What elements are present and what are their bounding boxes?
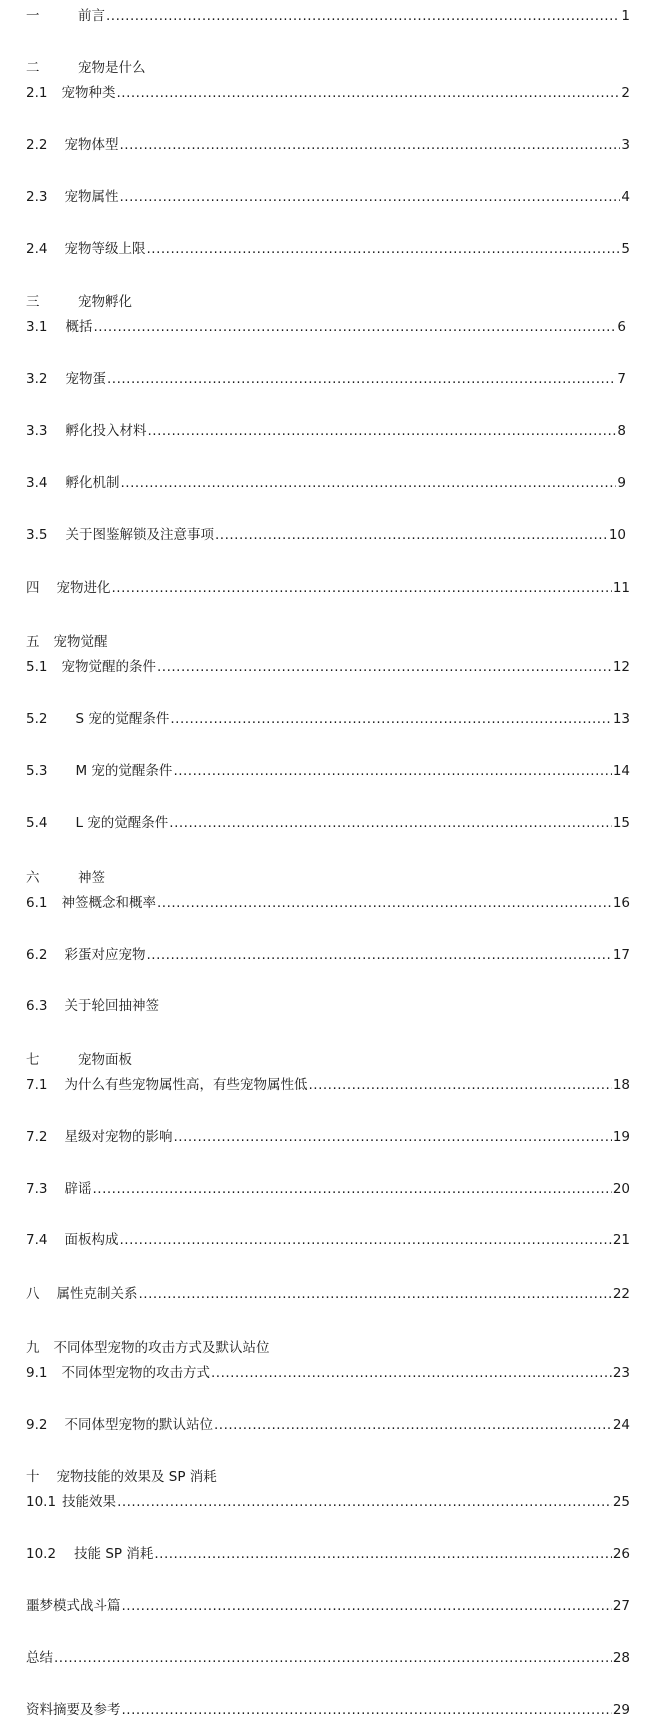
toc-entry[interactable] bbox=[26, 944, 630, 966]
toc-entry-number: 2.3 bbox=[26, 189, 48, 205]
dot-leader bbox=[139, 1283, 612, 1305]
toc-entry-page: 15 bbox=[612, 815, 630, 831]
toc-entry-title: 宠物是什么 bbox=[78, 60, 146, 76]
toc-entry[interactable] bbox=[26, 577, 630, 599]
dot-leader bbox=[173, 1126, 611, 1148]
toc-entry-page: 27 bbox=[612, 1598, 630, 1614]
toc-entry-page: 6 bbox=[617, 319, 626, 335]
toc-entry-page: 7 bbox=[617, 371, 626, 387]
toc-entry-number: 5.1 bbox=[26, 659, 48, 675]
toc-entry[interactable] bbox=[26, 1178, 630, 1200]
toc-entry[interactable] bbox=[26, 1229, 630, 1251]
dot-leader bbox=[122, 1595, 612, 1617]
toc-section-heading[interactable] bbox=[26, 1049, 630, 1071]
toc-entry-number: 二 bbox=[26, 60, 40, 76]
toc-entry-number: 3.3 bbox=[26, 423, 48, 439]
toc-entry-number: 7.3 bbox=[26, 1181, 48, 1197]
toc-entry-page: 10 bbox=[608, 527, 626, 543]
dot-leader bbox=[147, 420, 616, 442]
dot-leader bbox=[146, 944, 611, 966]
toc-entry-page: 13 bbox=[612, 711, 630, 727]
toc-entry[interactable] bbox=[26, 472, 630, 494]
toc-entry-title: 宠物进化 bbox=[56, 580, 111, 596]
toc-entry[interactable] bbox=[26, 5, 630, 27]
toc-entry-title: 关于图鉴解锁及注意事项 bbox=[65, 527, 214, 543]
toc-section-heading[interactable] bbox=[26, 291, 630, 313]
toc-entry-title: 孵化投入材料 bbox=[65, 423, 147, 439]
toc-entry-title: 前言 bbox=[78, 8, 105, 24]
toc-entry-page: 28 bbox=[612, 1650, 630, 1666]
toc-entry-page: 26 bbox=[612, 1546, 630, 1562]
toc-entry-page: 16 bbox=[612, 895, 630, 911]
toc-entry[interactable] bbox=[26, 420, 630, 442]
toc-entry-title: 宠物等级上限 bbox=[64, 241, 146, 257]
toc-entry-number: 九 bbox=[26, 1340, 40, 1356]
dot-leader bbox=[117, 1491, 612, 1513]
toc-entry-title: 属性克制关系 bbox=[56, 1286, 138, 1302]
toc-entry-page: 29 bbox=[612, 1702, 630, 1718]
toc-entry-title: 宠物面板 bbox=[78, 1052, 132, 1068]
toc-entry[interactable] bbox=[26, 708, 630, 730]
toc-entry-title: S 宠的觉醒条件 bbox=[75, 711, 170, 727]
toc-entry-title: 神签 bbox=[78, 870, 105, 886]
dot-leader bbox=[157, 892, 612, 914]
dot-leader bbox=[146, 238, 620, 260]
toc-entry-page: 18 bbox=[612, 1077, 630, 1093]
toc-section-heading[interactable] bbox=[26, 57, 630, 79]
toc-entry-title: M 宠的觉醒条件 bbox=[75, 763, 173, 779]
toc-entry[interactable] bbox=[26, 1362, 630, 1384]
toc-entry-title: 宠物种类 bbox=[61, 85, 116, 101]
toc-entry[interactable] bbox=[26, 368, 630, 390]
dot-leader bbox=[214, 1414, 612, 1436]
dot-leader bbox=[107, 368, 616, 390]
toc-entry[interactable] bbox=[26, 1595, 630, 1617]
toc-entry-page: 3 bbox=[621, 137, 630, 153]
toc-entry-title: 总结 bbox=[26, 1650, 53, 1666]
toc-entry-title: 宠物体型 bbox=[64, 137, 119, 153]
toc-entry-number: 3.2 bbox=[26, 371, 48, 387]
toc-entry[interactable] bbox=[26, 1414, 630, 1436]
toc-entry-title: 概括 bbox=[65, 319, 93, 335]
toc-entry[interactable] bbox=[26, 1699, 630, 1721]
toc-entry-title: 关于轮回抽神签 bbox=[64, 998, 159, 1014]
dot-leader bbox=[308, 1074, 611, 1096]
toc-entry[interactable] bbox=[26, 995, 630, 1017]
dot-leader bbox=[116, 82, 620, 104]
toc-entry-page: 21 bbox=[612, 1232, 630, 1248]
dot-leader bbox=[157, 656, 612, 678]
toc-entry-title: 孵化机制 bbox=[65, 475, 120, 491]
toc-entry-title: 不同体型宠物的攻击方式 bbox=[61, 1365, 210, 1381]
toc-entry-title: 为什么有些宠物属性高，有些宠物属性低 bbox=[64, 1077, 308, 1093]
toc-entry-title: 不同体型宠物的默认站位 bbox=[64, 1417, 213, 1433]
toc-entry[interactable] bbox=[26, 82, 630, 104]
dot-leader bbox=[106, 5, 620, 27]
toc-entry[interactable] bbox=[26, 316, 630, 338]
toc-entry-page: 14 bbox=[612, 763, 630, 779]
dot-leader bbox=[154, 1543, 611, 1565]
toc-section-heading[interactable] bbox=[26, 1466, 630, 1488]
toc-entry-page: 23 bbox=[612, 1365, 630, 1381]
toc-entry-title: 宠物孵化 bbox=[78, 294, 132, 310]
dot-leader bbox=[93, 316, 616, 338]
toc-entry-page: 24 bbox=[612, 1417, 630, 1433]
toc-entry-page: 12 bbox=[612, 659, 630, 675]
toc-entry[interactable] bbox=[26, 1283, 630, 1305]
toc-entry-number: 3.5 bbox=[26, 527, 48, 543]
toc-entry-title: 宠物蛋 bbox=[65, 371, 106, 387]
toc-entry-title: 彩蛋对应宠物 bbox=[64, 947, 146, 963]
toc-section-heading[interactable] bbox=[26, 631, 630, 653]
dot-leader bbox=[119, 186, 620, 208]
toc-entry-number: 10.1 bbox=[26, 1494, 57, 1510]
toc-entry-page: 22 bbox=[612, 1286, 630, 1302]
toc-entry-number: 6.2 bbox=[26, 947, 48, 963]
toc-entry-number: 5.3 bbox=[26, 763, 48, 779]
toc-entry[interactable] bbox=[26, 186, 630, 208]
toc-entry[interactable] bbox=[26, 1074, 630, 1096]
toc-entry-page: 19 bbox=[612, 1129, 630, 1145]
toc-entry-page: 8 bbox=[617, 423, 626, 439]
toc-entry-number: 5.2 bbox=[26, 711, 48, 727]
toc-entry-page: 5 bbox=[621, 241, 630, 257]
toc-entry[interactable] bbox=[26, 892, 630, 914]
toc-entry-number: 9.1 bbox=[26, 1365, 48, 1381]
toc-entry-number: 七 bbox=[26, 1052, 40, 1068]
toc-entry[interactable] bbox=[26, 1543, 630, 1565]
dot-leader bbox=[92, 1178, 611, 1200]
toc-entry-number: 2.1 bbox=[26, 85, 48, 101]
toc-entry-number: 三 bbox=[26, 294, 40, 310]
dot-leader bbox=[112, 577, 612, 599]
toc-entry-title: 星级对宠物的影响 bbox=[64, 1129, 173, 1145]
dot-leader bbox=[119, 134, 620, 156]
dot-leader bbox=[173, 760, 611, 782]
toc-entry-number: 四 bbox=[26, 580, 40, 596]
dot-leader bbox=[211, 1362, 612, 1384]
toc-entry-number: 2.2 bbox=[26, 137, 48, 153]
toc-entry-title: 宠物技能的效果及 SP 消耗 bbox=[56, 1469, 217, 1485]
toc-entry-number: 六 bbox=[26, 870, 40, 886]
dot-leader bbox=[215, 524, 608, 546]
toc-entry[interactable] bbox=[26, 1491, 630, 1513]
toc-entry[interactable] bbox=[26, 812, 630, 834]
toc-entry[interactable] bbox=[26, 1647, 630, 1669]
toc-entry-number: 7.2 bbox=[26, 1129, 48, 1145]
toc-entry[interactable] bbox=[26, 134, 630, 156]
toc-entry-number: 7.4 bbox=[26, 1232, 48, 1248]
toc-entry-page: 4 bbox=[621, 189, 630, 205]
toc-entry-page: 2 bbox=[621, 85, 630, 101]
toc-entry-title: 宠物觉醒 bbox=[53, 634, 108, 650]
toc-entry-page: 1 bbox=[621, 8, 630, 24]
dot-leader bbox=[122, 1699, 612, 1721]
toc-entry-number: 五 bbox=[26, 634, 40, 650]
toc-entry[interactable] bbox=[26, 1126, 630, 1148]
dot-leader bbox=[169, 812, 612, 834]
toc-entry-title: 宠物觉醒的条件 bbox=[61, 659, 156, 675]
toc-entry-number: 八 bbox=[26, 1286, 40, 1302]
toc-entry-title: 面板构成 bbox=[64, 1232, 119, 1248]
toc-entry-number: 7.1 bbox=[26, 1077, 48, 1093]
toc-entry-page: 9 bbox=[617, 475, 626, 491]
toc-section-heading[interactable] bbox=[26, 867, 630, 889]
toc-entry-number: 2.4 bbox=[26, 241, 48, 257]
toc-entry-title: 技能 SP 消耗 bbox=[74, 1546, 154, 1562]
toc-entry-title: 资料摘要及参考 bbox=[26, 1702, 121, 1718]
toc-entry-number: 5.4 bbox=[26, 815, 48, 831]
toc-entry-page: 11 bbox=[612, 580, 630, 596]
dot-leader bbox=[119, 1229, 611, 1251]
toc-entry-number: 3.4 bbox=[26, 475, 48, 491]
toc-entry-title: 技能效果 bbox=[62, 1494, 117, 1510]
toc-entry-title: 神签概念和概率 bbox=[61, 895, 156, 911]
toc-entry-number: 十 bbox=[26, 1469, 40, 1485]
toc-entry-number: 6.3 bbox=[26, 998, 48, 1014]
toc-entry-title: 宠物属性 bbox=[64, 189, 119, 205]
toc-entry-title: 噩梦模式战斗篇 bbox=[26, 1598, 121, 1614]
toc-entry-page: 25 bbox=[612, 1494, 630, 1510]
toc-entry-title: 不同体型宠物的攻击方式及默认站位 bbox=[53, 1340, 270, 1356]
dot-leader bbox=[120, 472, 616, 494]
toc-section-heading[interactable] bbox=[26, 1337, 630, 1359]
toc-entry[interactable] bbox=[26, 524, 630, 546]
toc-entry[interactable] bbox=[26, 238, 630, 260]
toc-entry-number: 3.1 bbox=[26, 319, 48, 335]
toc-entry[interactable] bbox=[26, 656, 630, 678]
dot-leader bbox=[170, 708, 611, 730]
toc-entry-number: 6.1 bbox=[26, 895, 48, 911]
dot-leader bbox=[54, 1647, 612, 1669]
toc-entry-number: 9.2 bbox=[26, 1417, 48, 1433]
toc-entry-number: 10.2 bbox=[26, 1546, 57, 1562]
toc-entry-title: 辟谣 bbox=[64, 1181, 92, 1197]
toc-entry-page: 17 bbox=[612, 947, 630, 963]
toc-entry-title: L 宠的觉醒条件 bbox=[75, 815, 169, 831]
toc-entry-number: 一 bbox=[26, 8, 40, 24]
toc-entry[interactable] bbox=[26, 760, 630, 782]
toc-entry-page: 20 bbox=[612, 1181, 630, 1197]
